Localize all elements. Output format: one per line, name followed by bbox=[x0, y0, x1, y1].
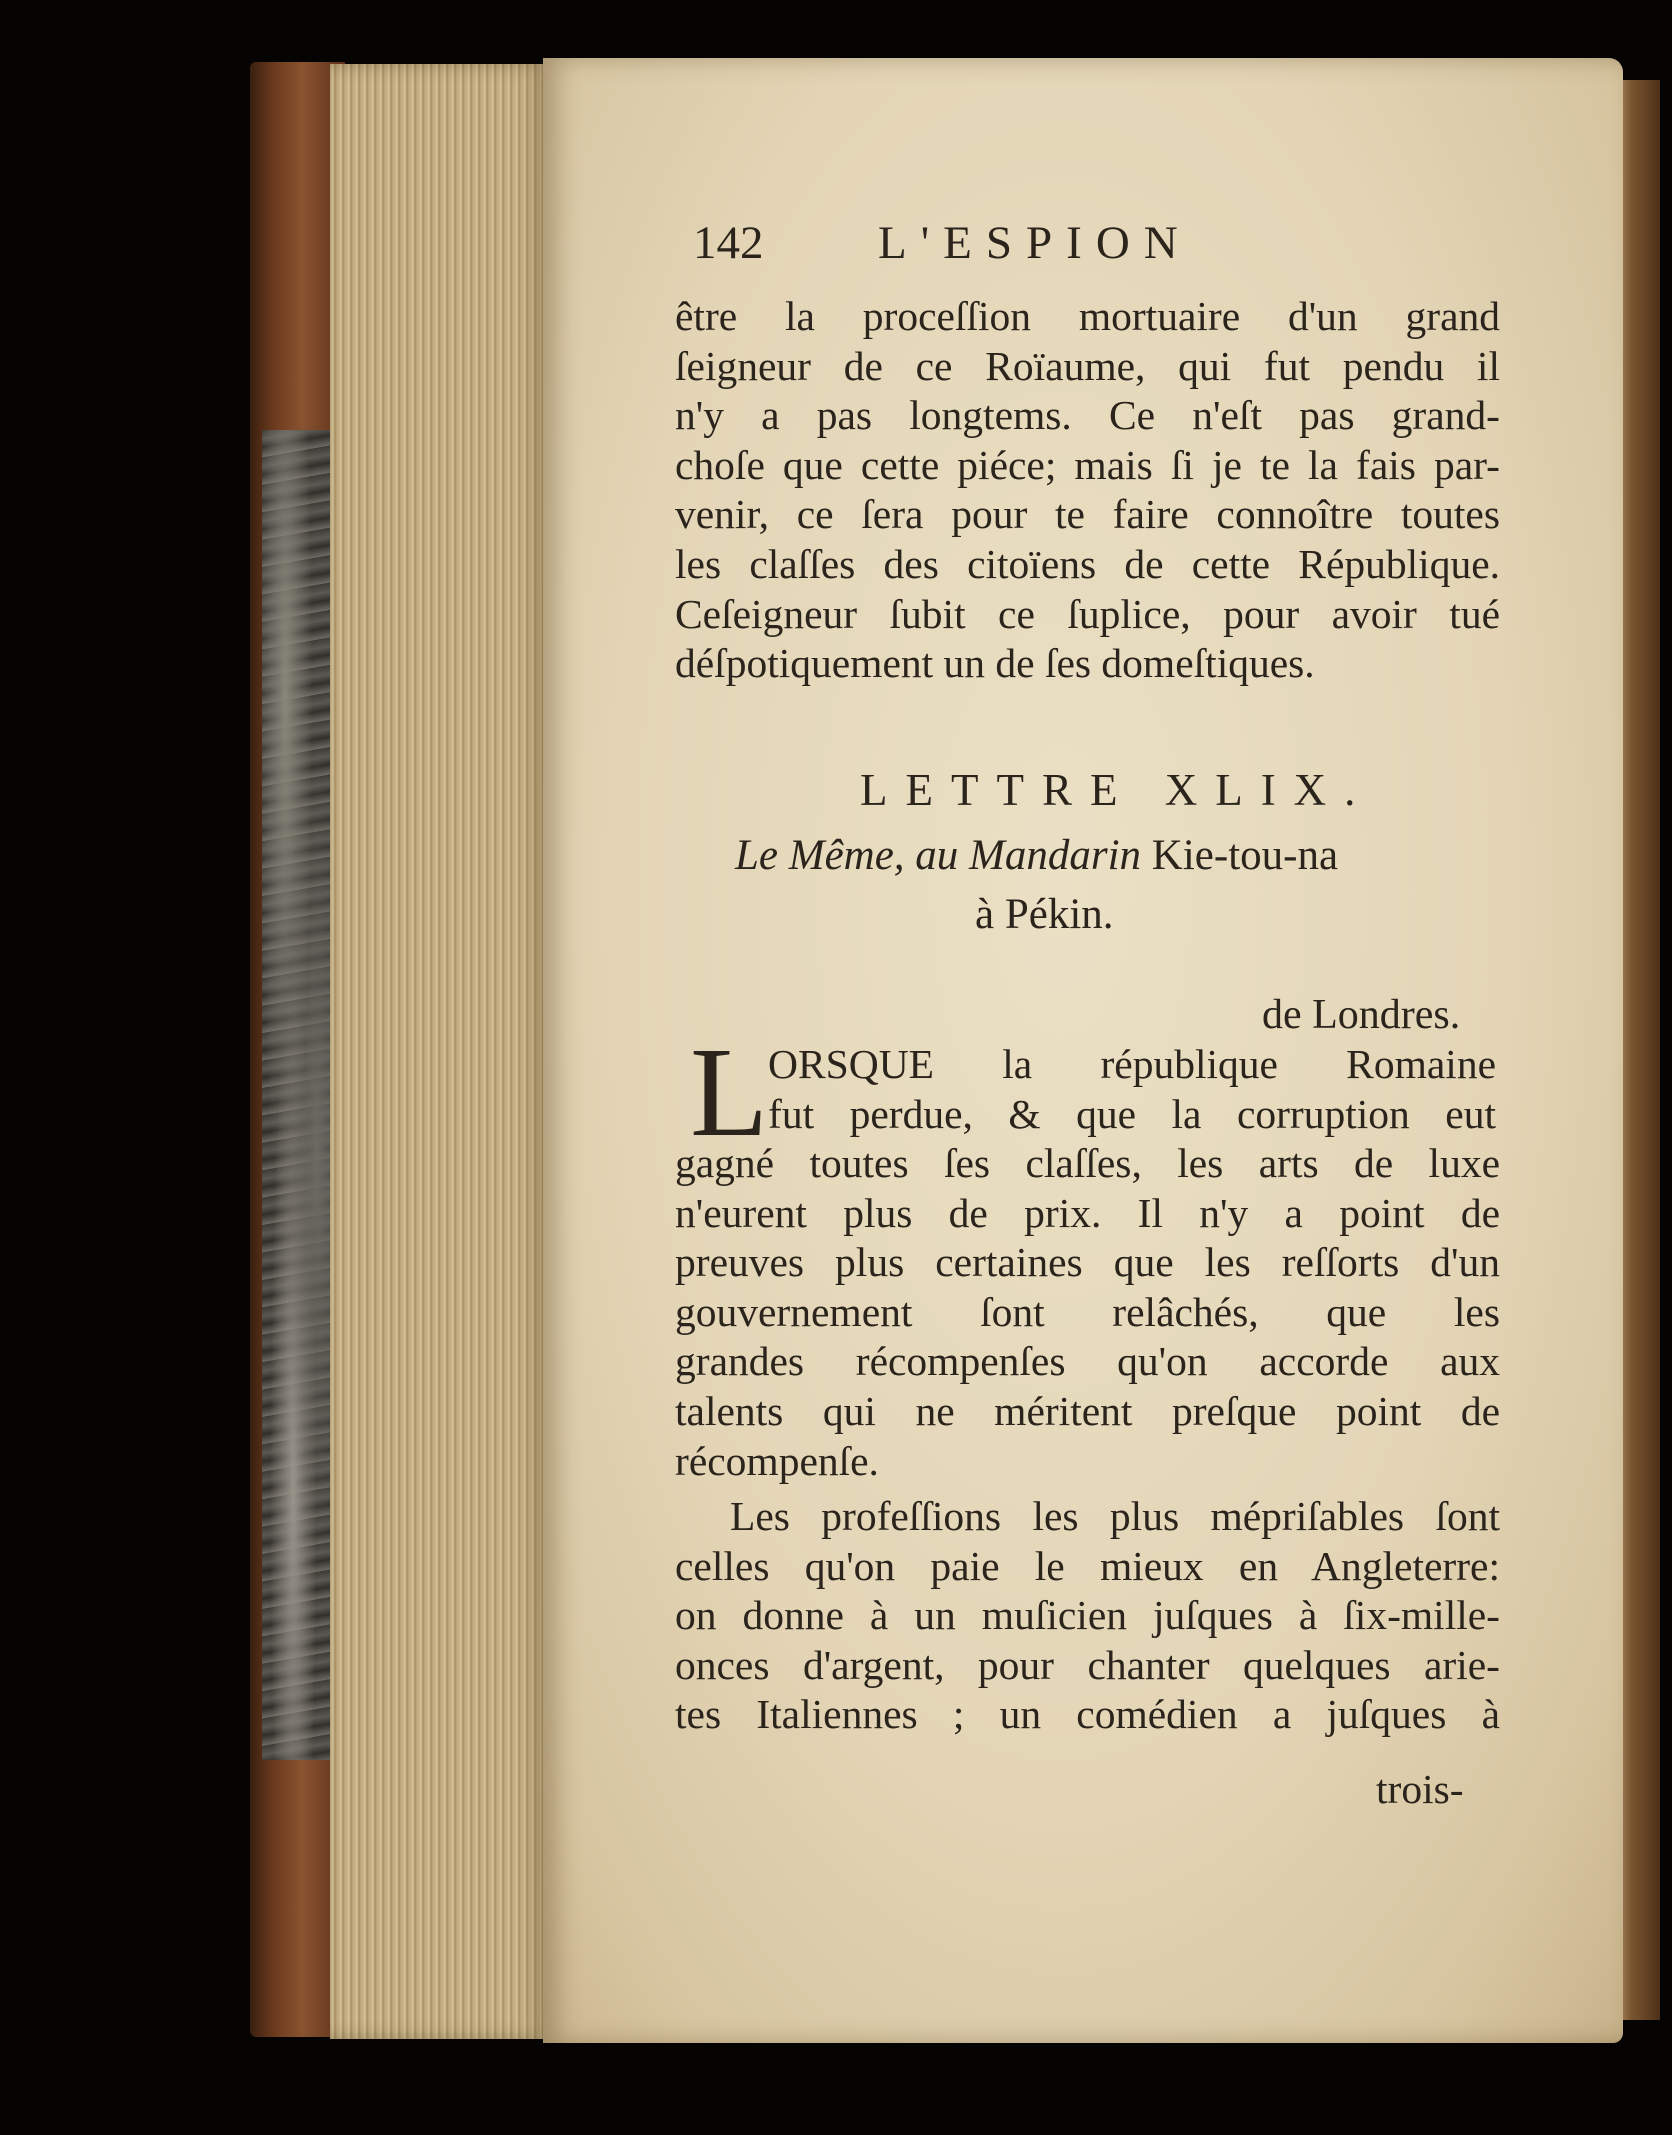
letter-paragraph-2 bbox=[675, 1492, 1500, 1740]
text-line: Les profeſſions les plus mépriſables ſont bbox=[730, 1493, 1500, 1539]
text-line: récompenſe. bbox=[675, 1437, 879, 1484]
text-line: onces d'argent, pour chanter quelques arie- bbox=[675, 1641, 1500, 1688]
drop-cap: L bbox=[690, 1021, 769, 1163]
running-title: L'ESPION bbox=[878, 217, 1192, 269]
letter-paragraph-1 bbox=[675, 1139, 1500, 1486]
text-line: n'eurent plus de prix. Il n'y a point de bbox=[675, 1189, 1500, 1236]
text-line: celles qu'on paie le mieux en Angleterre: bbox=[675, 1542, 1500, 1589]
text-line: déſpotiquement un de ſes domeſtiques. bbox=[675, 640, 1315, 687]
text-line: fut perdue, & que la corruption eut bbox=[768, 1090, 1496, 1137]
catchword: trois- bbox=[1376, 1766, 1464, 1812]
page-number: 142 bbox=[693, 217, 764, 269]
letter-destination: à Pékin. bbox=[975, 891, 1114, 938]
text-line: gouvernement ſont relâchés, que les bbox=[675, 1288, 1500, 1335]
text-line: les claſſes des citoïens de cette République. bbox=[675, 540, 1500, 587]
paragraph-continued bbox=[675, 292, 1500, 689]
text-line: choſe que cette piéce; mais ſi je te la fais par- bbox=[675, 441, 1500, 488]
letter-recipient-name: Kie-tou-na bbox=[1151, 832, 1339, 879]
text-line: grandes récompenſes qu'on accorde aux bbox=[675, 1338, 1500, 1385]
text-line: ſeigneur de ce Roïaume, qui fut pendu il bbox=[675, 342, 1500, 389]
page-edges bbox=[330, 64, 545, 2039]
text-line: gagné toutes ſes claſſes, les arts de luxe bbox=[675, 1140, 1500, 1186]
text-line: tes Italiennes ; un comédien a juſques à bbox=[675, 1691, 1500, 1738]
text-line: Ceſeigneur ſubit ce ſuplice, pour avoir tué bbox=[675, 590, 1500, 637]
text-line: preuves plus certaines que les reſſorts d'un bbox=[675, 1239, 1500, 1286]
text-line: talents qui ne méritent preſque point de bbox=[675, 1387, 1500, 1434]
text-line: être la proceſſion mortuaire d'un grand bbox=[675, 293, 1500, 339]
text-line: ORSQUE la république Romaine bbox=[768, 1041, 1496, 1087]
letter-heading: LETTRE XLIX. bbox=[860, 765, 1374, 815]
first-lines bbox=[768, 1040, 1496, 1139]
letter-sender: Le Même, bbox=[735, 832, 905, 879]
letter-place: de Londres. bbox=[1262, 992, 1461, 1038]
letter-subtitle bbox=[735, 831, 1338, 880]
page-header bbox=[693, 216, 1313, 276]
text-line: on donne à un muſicien juſques à ſix-mille- bbox=[675, 1592, 1500, 1639]
marbled-cover bbox=[262, 430, 340, 1760]
letter-recipient-title: au Mandarin bbox=[915, 832, 1142, 879]
text-line: venir, ce ſera pour te faire connoître toutes bbox=[675, 491, 1500, 538]
text-line: n'y a pas longtems. Ce n'eſt pas grand- bbox=[675, 392, 1500, 439]
